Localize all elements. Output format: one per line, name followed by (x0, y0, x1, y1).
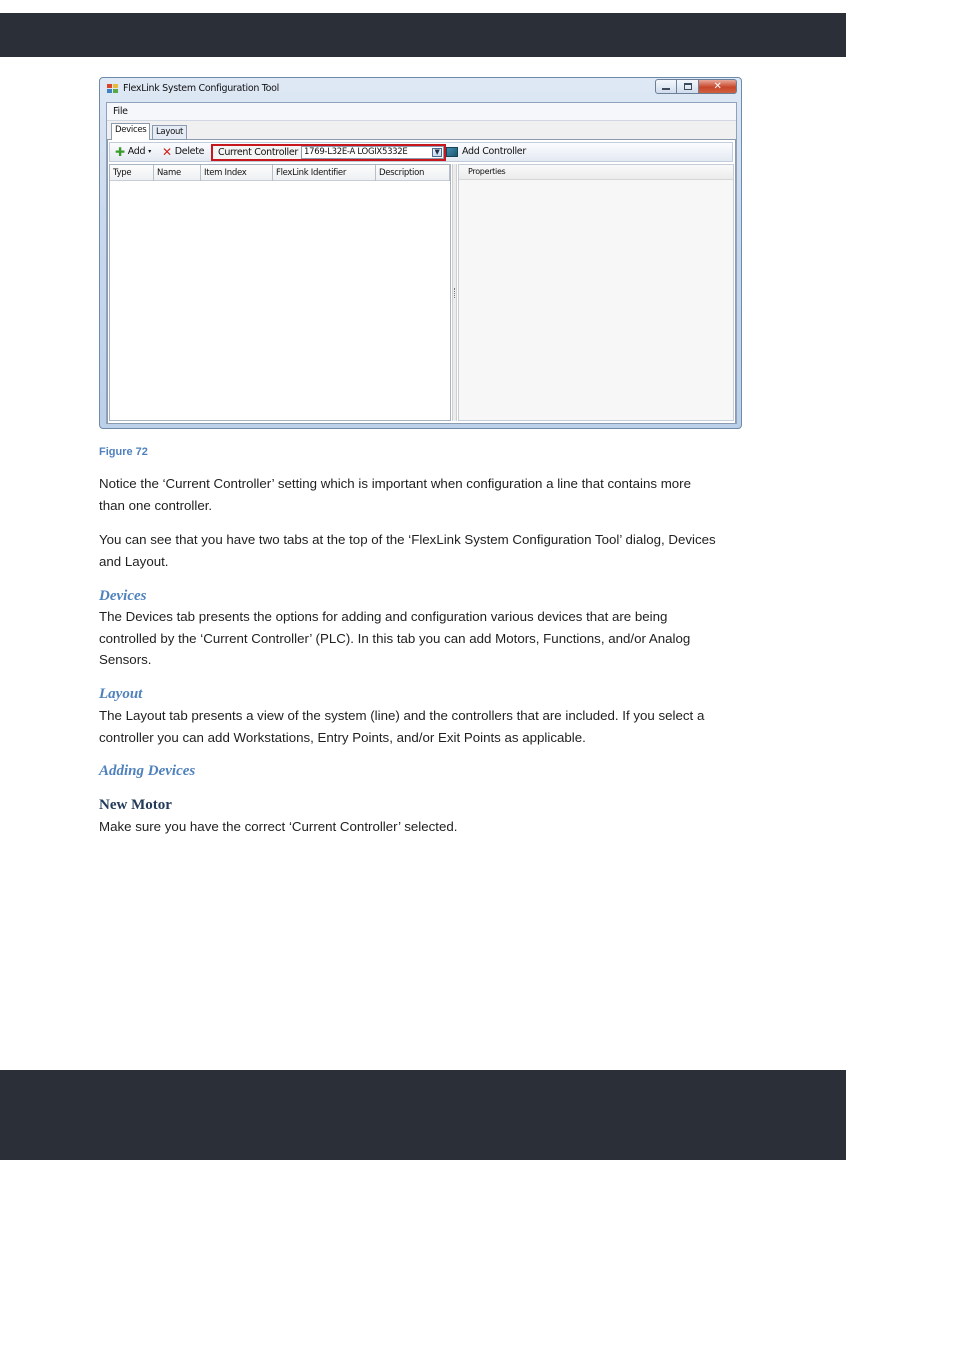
heading-layout: Layout (99, 686, 143, 702)
current-controller-value: 1769-L32E-A LOGIX5332E (304, 147, 408, 157)
paragraph-new-motor: Make sure you have the correct ‘Current Controller’ selected. (99, 819, 458, 834)
heading-adding-devices: Adding Devices (99, 763, 196, 779)
add-controller-label: Add Controller (462, 146, 526, 157)
devices-grid[interactable] (109, 164, 451, 421)
menu-file[interactable]: File (113, 106, 128, 117)
splitter-grip-icon (454, 288, 455, 298)
minimize-icon (662, 88, 670, 90)
delete-button[interactable] (162, 146, 204, 157)
maximize-icon (684, 83, 692, 90)
add-label: Add (127, 146, 146, 157)
paragraph-two-tabs: You can see that you have two tabs at the top of the ‘FlexLink System Configuration Tool’ dialog, Devices and Layout. (99, 532, 716, 569)
plus-icon: ✚ (115, 144, 125, 159)
current-controller-group (211, 144, 446, 161)
title-bar (100, 78, 741, 100)
paragraph-current-controller: Notice the ‘Current Controller’ setting which is important when configuration a line that contains more than one controller. (99, 476, 692, 513)
properties-panel[interactable] (458, 164, 734, 421)
tab-layout[interactable]: Layout (152, 125, 187, 139)
paragraph-layout: The Layout tab presents a view of the system (line) and the controllers that are included. If you select a controller you can add Workstations, Entry Points, and/or Exit Points as applicable. (99, 708, 705, 745)
current-controller-select[interactable] (301, 146, 444, 159)
config-tool-window (99, 77, 742, 429)
splitter[interactable] (452, 164, 457, 421)
minimize-button[interactable] (655, 79, 677, 94)
grid-header (110, 165, 450, 181)
menu-bar (107, 103, 736, 121)
column-name[interactable]: Name (154, 165, 201, 181)
footer-band (0, 1070, 846, 1160)
tab-devices[interactable]: Devices (111, 123, 150, 140)
paragraph-devices: The Devices tab presents the options for adding and configuration various devices that are being controlled by the ‘Current Controller’ (PLC). In this tab you can add Motors, Functions, and/or Analog Sensors. (99, 609, 691, 667)
close-button[interactable] (699, 79, 737, 94)
close-icon: ✕ (713, 81, 722, 92)
column-item-index[interactable]: Item Index (201, 165, 273, 181)
chevron-down-icon[interactable]: ▼ (432, 148, 442, 157)
delete-icon: ✕ (162, 144, 172, 159)
header-band (0, 13, 846, 57)
heading-new-motor: New Motor (99, 797, 172, 813)
column-flexlink-identifier[interactable]: FlexLink Identifier (273, 165, 376, 181)
window-title: FlexLink System Configuration Tool (123, 83, 280, 94)
properties-header: Properties (459, 165, 733, 180)
window-controls (655, 79, 737, 94)
window-client (106, 102, 737, 424)
heading-devices: Devices (99, 588, 147, 604)
column-type[interactable]: Type (110, 165, 154, 181)
current-controller-label: Current Controller (218, 147, 299, 158)
controller-icon (446, 147, 458, 157)
devices-tab-panel (107, 139, 736, 424)
app-icon (107, 84, 118, 94)
delete-label: Delete (174, 146, 205, 157)
dropdown-arrow-icon: ▾ (148, 148, 151, 155)
maximize-button[interactable] (677, 79, 699, 94)
toolbar (109, 142, 733, 162)
figure-caption: Figure 72 (99, 446, 148, 458)
add-button[interactable] (115, 146, 151, 157)
column-description[interactable]: Description (376, 165, 450, 181)
add-controller-button[interactable] (446, 146, 526, 157)
